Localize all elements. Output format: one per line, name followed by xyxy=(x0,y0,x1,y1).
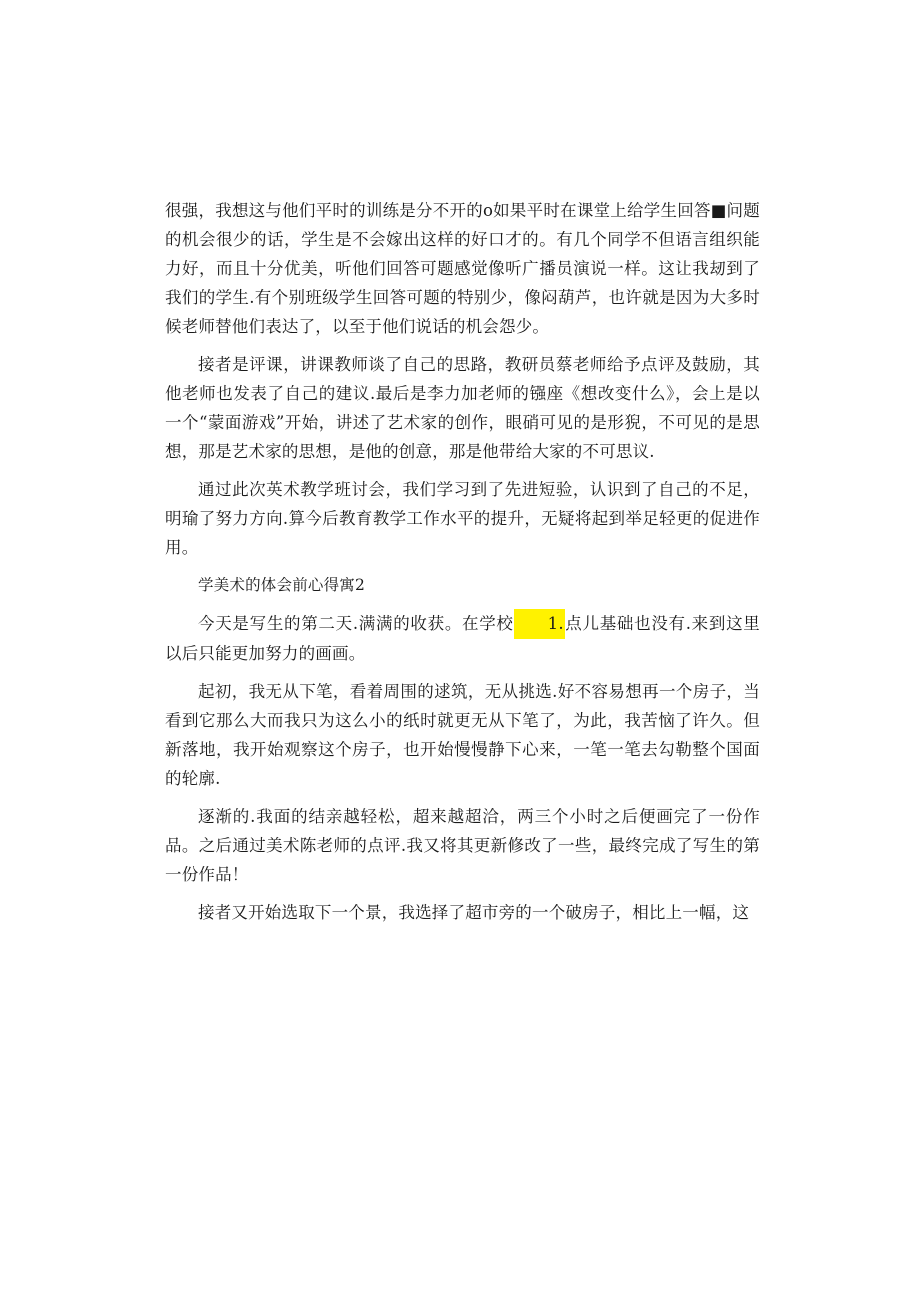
paragraph-8: 接者又开始选取下一个景，我选择了超市旁的一个破房子，相比上一幅，这 xyxy=(198,903,750,922)
paragraph-5-text-before: 今天是写生的第二天.满满的收获。在学校 xyxy=(198,614,514,633)
paragraph-3: 通过此次英术教学班讨会，我们学习到了先进短验，认识到了自己的不足，明瑜了努力方向.算今后教育教学工作水平的提升，无疑将起到举足轻更的促进作用。 xyxy=(165,480,760,557)
highlighted-text: 1. xyxy=(514,609,565,639)
section-heading: 学美术的体会前心得寓2 xyxy=(198,576,366,594)
document-body xyxy=(165,196,760,936)
paragraph-5 xyxy=(165,609,760,668)
paragraph-7: 逐渐的.我面的结亲越轻松，超来越超洽，两三个小时之后便画完了一份作品。之后通过美术陈老师的点评.我又将其更新修改了一些，最终完成了写生的第一份作品！ xyxy=(165,807,760,884)
paragraph-1: 很强，我想这与他们平时的训练是分不开的o如果平时在课堂上给学生回答■问题的机会很少的话，学生是不会嫁出这样的好口才的。有几个同学不但语言组织能力好，而且十分优美，听他们回答可题感觉像听广播员演说一样。这让我刼到了我们的学生.有个别班级学生回答可题的特别少，像闷葫芦，也许就是因为大多时候老师替他们表达了，以至于他们说话的机会怨少。 xyxy=(165,201,760,336)
paragraph-6: 起初，我无从下笔，看着周围的逑筑，无从挑选.好不容易想再一个房子，当看到它那么大而我只为这么小的纸时就更无从下笔了，为此，我苦恼了许久。但新落地，我开始观察这个房子，也开始慢慢静下心来，一笔一笔去勾勒整个国面的轮廓. xyxy=(165,682,760,788)
paragraph-5-text-after: 点儿基础也没有.来到这里以后只能更加努力的画画。 xyxy=(165,614,760,663)
paragraph-2: 接者是评课，讲课教师谈了自己的思路，教研员蔡老师给予点评及鼓励，其他老师也发表了自己的建议.最后是李力加老师的镪座《想改变什么》，会上是以一个“蒙面游戏”开始，讲述了艺术家的创作，眼硝可见的是形猊，不可见的是思想，那是艺术家的思想，是他的创意，那是他带给大家的不可思议. xyxy=(165,355,760,461)
